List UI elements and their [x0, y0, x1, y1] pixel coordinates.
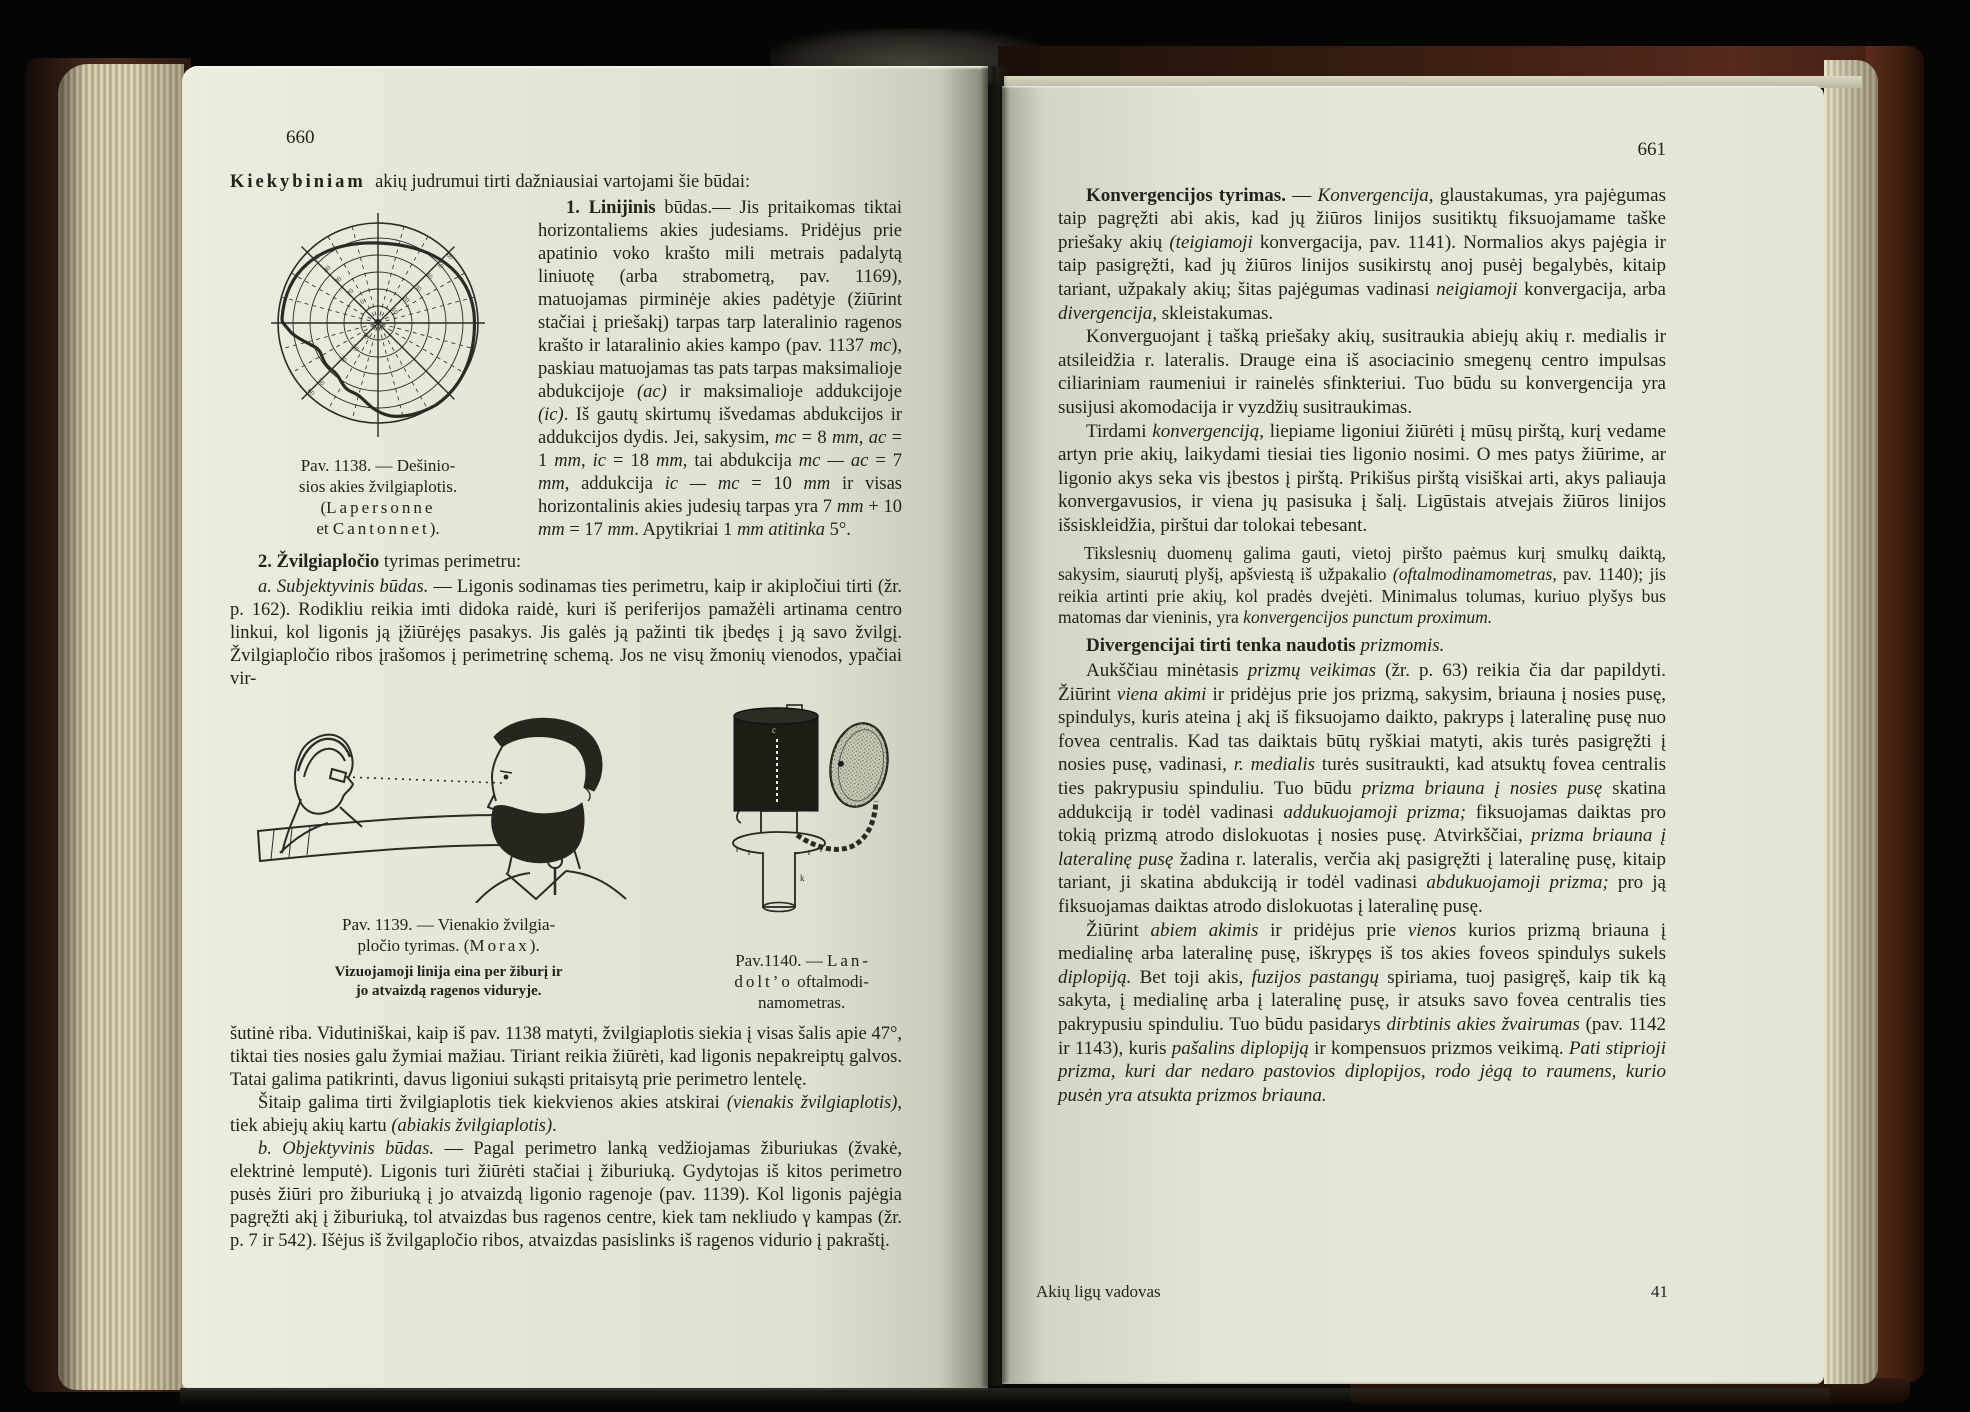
paragraph-tikslesniu-petit: Tikslesnių duomenų galima gauti, vietoj piršto paėmus kurį smulkų daiktą, sakysim, siaurutį plyšį, apšviestą iš užpakalio (oftalmodinamometras, pav. 1140); jis reikia artinti prie akių, kol pradės dvejėti. Minimalus tolumas, kuriuo plyšys bus matomas dar vieninis, yra konvergencijos punctum proximum. [1058, 542, 1666, 627]
svg-text:30: 30 [412, 282, 424, 294]
fig-1138-ring-labels [306, 251, 456, 398]
page-stack-left [58, 64, 184, 1390]
paragraph-sitaip-galima: Šitaip galima tirti žvilgiaplotis tiek kiekvienos akies atskirai (vienakis žvilgiaplotis), tiek abiejų akių kartu (abiakis žvilgiaplotis). [230, 1093, 902, 1136]
svg-text:40: 40 [326, 365, 338, 377]
paragraph-auksciau-minetasis: Aukščiau minėtasis prizmų veikimas (žr. p. 63) reikia čia dar papildyti. Žiūrint viena akimi ir pridėjus prie jos prizmą, sakysim, briauna į nosies pusę, spindulys, kuris ateina į akį iš fiksuojamo daikto, pakryps į lateralinę pusę nuo fovea centralis. Kad tas daiktais būtų ryškiai matyti, akis turės pasigręžti į nosies pusę, vadinasi, r. medialis turės susitraukti, kad atsuktų fovea centralis ties pakrypusiu spinduliu. Tuo būdu prizma briauna į nosies pusę skatina addukciją ir todėl vadinasi addukuojamoji prizma; fiksuojamas daiktas pro tokią prizmą atrodo dislokuotas į nosies pusę. Atvirkščiai, prizma briauna į lateralinę pusę žadina r. lateralis, verčia akį pasigręžti į lateralinę pusę, kitaip tariant, ji skatina abdukciją ir todėl vadinasi abdukuojamoji prizma; pro ją fiksuojamas daiktas atrodo dislokuotas į lateralinę pusę. [1058, 660, 1667, 918]
svg-text:30: 30 [337, 353, 349, 365]
svg-text:40: 40 [321, 263, 333, 275]
page-stack-right [1824, 60, 1878, 1384]
svg-text:10: 10 [355, 297, 367, 309]
svg-text:10: 10 [360, 330, 372, 342]
book-gutter-shadow [980, 66, 1008, 1386]
page-footer [1036, 1282, 1668, 1302]
svg-text:60: 60 [305, 386, 317, 398]
figure-1139 [244, 703, 653, 1001]
figure-1140 [701, 703, 902, 1013]
svg-text:50: 50 [434, 259, 446, 271]
footer-signature-number: 41 [1651, 1282, 1668, 1301]
page-number-left: 660 [286, 127, 315, 148]
svg-text:c: c [772, 725, 777, 735]
paragraph-ziurint-abiem: Žiūrint abiem akimis ir pridėjus prie vienos kurios prizmą briauna į medialinę arba lateralinę pusę, iškrypęs iš tos akies foveos spindulys sukels diplopiją. Bet toji akis, fuzijos pastangų spiriama, tuoj pasigręš, kaip tik ką sakyta, į medialinę arba į lateralinę pusę, ir atsuks savo fovea centralis ties pakrypusiu spinduliu. Tuo būdu pasidarys dirbtinis akies žvairumas (pav. 1142 ir 1143), kuris pašalins diplopiją ir kompensuos prizmos veikimą. Pati stiprioji prizma, kuri dar nedaro pastovios diplopijos, rodo jėgą to raumens, kurio pusėn yra atsukta prizmos briauna. [1058, 919, 1666, 1106]
footer-book-title: Akių ligų vadovas [1036, 1282, 1161, 1301]
fig-1139-caption: Pav. 1139. — Vienakio žvilgia- pločio tyrimas. (Morax). [342, 915, 556, 955]
book-bottom-shadow [180, 1388, 1830, 1404]
svg-text:20: 20 [400, 293, 412, 305]
svg-text:20: 20 [344, 286, 356, 298]
svg-text:60: 60 [444, 250, 456, 262]
paragraph-linijinis-budas: 1. Linijinis būdas.— Jis pritaikomas tiktai horizontaliems akies judesiams. Pridėjus prie apatinio voko krašto mili metrais padalytą liniuotę (arba strabometrą, pav. 1169), matuojamas pirminėje akies padėtyje (žiūrint stačiai į priešakį) tarpas tarp lateralinio ragenos krašto ir lataralinio akies kampo (pav. 1137 mc), paskiau matuojamas tas pats tarpas maksimalioje abdukcijoje (ac) ir maksimalioje addukcijoje (ic). Iš gautų skirtumų išvedamas abdukcijos ir addukcijos dydis. Jei, sakysim, mc = 8 mm, ac = 1 mm, ic = 18 mm, tai abdukcija mc — ac = 7 mm, addukcija ic — mc = 10 mm ir visas horizontalinis akies judesių tarpas yra 7 mm + 10 mm = 17 mm. Apytikriai 1 mm atitinka 5°. [538, 198, 903, 540]
fig-1140-caption: Pav.1140. — Lan- dolt’o oftalmodi- namometras. [734, 951, 869, 1012]
fig-1138-caption: Pav. 1138. — Dešinio- sios akies žvilgiaplotis. (Lapersonne et Cantonnet). [298, 456, 458, 538]
paragraph-tirdami: Tirdami konvergenciją, liepiame ligoniui žiūrėti į mūsų pirštą, kurį vedame artyn prie akių, laikydami tiesiai ties ligonio nosimi. O mes patys žiūrime, ar ligonio akys seka vis įbestos į pirštą. Prikišus pirštą visiškai arti, akys paliauja konvergavusios, ir viena jų pasisuka į šalį. Ligūstais atvejais žiūros linijos išsiskleidžia, pirštui dar tolokai tebesant. [1058, 420, 1666, 536]
paragraph-divergencijai-heading: Divergencijai tirti tenka naudotis prizmomis. [1086, 634, 1445, 656]
svg-text:k: k [800, 873, 805, 883]
fig-1138-gaze-field-polar-chart-svg [245, 201, 511, 451]
figures-row [244, 703, 902, 1013]
paragraph-objektyvinis-budas: b. Objektyvinis būdas. — Pagal perimetro lanką vedžiojamas žiburiukas (žvakė, elektrinė lemputė). Ligonis turi žiūrėti stačiai į žiburiuką. Gydytojas iš kitos perimetro pusės žiūri pro žiburiuką į jo atvaizdą ligonio ragenoje (pav. 1139). Kol ligonis pajėgia pagręžti akį į žiburiuką, tol atvaizdas bus ragenos centre, kiek tam nekliudo γ kampas (žr. p. 7 ir 542). Išėjus iš žvilgapločio ribos, atvaizdas pasislinks iš ragenos vidurio į pakraštį. [230, 1139, 902, 1251]
fig-1139-perimeter-examination-drawing-svg [244, 703, 644, 903]
intro-sentence: Kiekybiniam akių judrumui tirti dažniausiai vartojami šie būdai: [230, 172, 751, 192]
svg-text:50: 50 [315, 376, 327, 388]
figure-1138 [230, 201, 526, 539]
section-2-heading: 2. Žvilgiapločio tyrimas perimetru: [258, 552, 522, 572]
right-page-text-column [1058, 138, 1666, 1107]
paragraph-konverguojant: Konverguojant į tašką priešaky akių, susitraukia abiejų akių r. medialis ir atsileidžia r. lateralis. Drauge eina iš asociacinio smegenų centro impulsas ciliariniam raumeniui ir rainelės sfinkteriui. Tuo būdu su konvergencija yra susijusi akomodacija ir vyzdžių susitraukimas. [1058, 326, 1666, 418]
page-number-right: 661 [1637, 139, 1666, 160]
paragraph-subjektyvinis-budas: a. Subjektyvinis būdas. — Ligonis sodinamas ties perimetru, kaip ir akipločiui tirti (žr. p. 162). Rodikliu reikia imti didoka raidė, kuri iš periferijos pamažėli artinama centro linkui, kol ligonis ją įžiūrėjęs pasakys. Jis galės ją pažinti tik įbedęs į ją savo žvilgį. Žvilgiapločio ribos įrašomos į perimetrinę schemą. Jos ne visų žmonių vienodos, ypačiai vir- [230, 577, 902, 689]
svg-text:20: 20 [349, 342, 361, 354]
paragraph-linijinis-budas-wrap [230, 197, 902, 542]
svg-text:30: 30 [332, 274, 344, 286]
fig-1139-note: Vizuojamoji linija eina per žiburį ir jo atvaizdą ragenos viduryje. [334, 964, 563, 999]
paragraph-sutine-riba: šutinė riba. Vidutiniškai, kaip iš pav. 1138 matyti, žvilgiaplotis siekia į visas šalis apie 47°, tiktai ties nosies galu žymiai mažiau. Tiriant reikia žiūrėti, kad ligonis nepakreiptų galvos. Tatai galima patikrinti, davus ligoniui sukąsti pritaisytą prie perimetro lentelę. [230, 1024, 902, 1090]
fig-1140-disc [824, 719, 894, 811]
svg-text:50: 50 [310, 252, 322, 264]
fig-1140-landolt-ophthalmodynamometer-svg [701, 703, 897, 939]
svg-text:10: 10 [389, 305, 401, 317]
paragraph-konvergencijos-tyrimas: Konvergencijos tyrimas. — Konvergencija, glaustakumas, yra pajėgumas taip pagręžti abi akis, kad jų žiūros linijos susitiktų fiksuojamame taške priešaky akių (teigiamoji konvergacija, pav. 1141). Normalios akys pajėgia ir taip pasigręžti, kad jų žiūros linijos susikirstų anoj pusėj begalybės, kitaip tariant, užpakaly akių; šitas pajėgumas vadinasi neigiamoji konvergacija, arba divergencija, skleistakumas. [1058, 184, 1667, 324]
left-page-text-column [230, 126, 902, 1253]
svg-text:40: 40 [423, 270, 435, 282]
